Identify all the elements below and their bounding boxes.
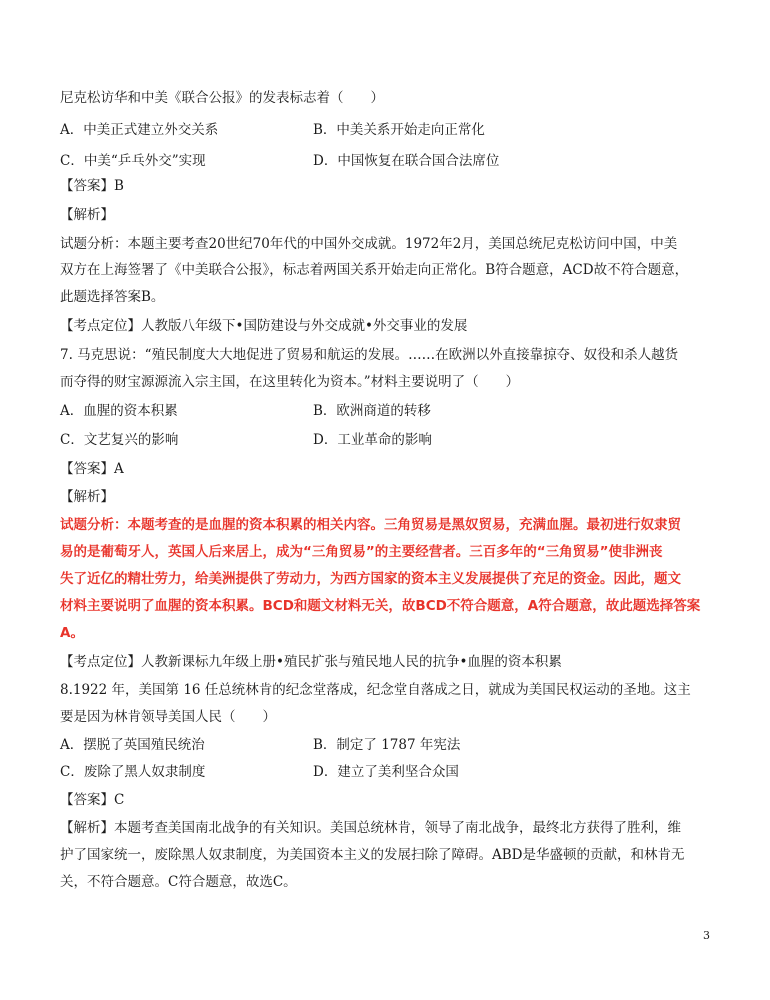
q6-analysis-line-3: 此题选择答案B。 <box>60 289 165 305</box>
q7-analysis-line-4: 材料主要说明了血腥的资本积累。BCD和题文材料无关，故BCD不符合题意，A符合题意，故此题选择答案 <box>60 598 701 614</box>
q7-stem-line-2: 而夺得的财宝源源流入宗主国，在这里转化为资本。”材料主要说明了（ ） <box>60 374 520 390</box>
q8-option-d: D．建立了美利坚合众国 <box>313 764 459 780</box>
q6-option-d: D．中国恢复在联合国合法席位 <box>313 153 500 169</box>
q7-knowledge-point: 【考点定位】人教新课标九年级上册•殖民扩张与殖民地人民的抗争•血腥的资本积累 <box>60 654 562 670</box>
q8-analysis-line-3: 关，不符合题意。C符合题意，故选C。 <box>60 874 297 890</box>
q7-analysis-line-3: 失了近亿的精壮劳力，给美洲提供了劳动力，为西方国家的资本主义发展提供了充足的资金。因此，题文 <box>60 571 681 587</box>
q8-analysis-line-2: 护了国家统一，废除黑人奴隶制度，为美国资本主义的发展扫除了障碍。ABD是华盛顿的贡献，和林肯无 <box>60 847 685 863</box>
q8-stem-line-1: 8.1922 年，美国第 16 任总统林肯的纪念堂落成，纪念堂自落成之日，就成为美国民权运动的圣地。这主 <box>60 682 691 698</box>
q6-analysis-label: 【解析】 <box>60 207 114 223</box>
q7-stem-line-1: 7. 马克思说：“殖民制度大大地促进了贸易和航运的发展。……在欧洲以外直接靠掠夺、奴役和杀人越货 <box>60 347 679 363</box>
q6-stem: 尼克松访华和中美《联合公报》的发表标志着（ ） <box>60 90 384 106</box>
q6-option-a: A．中美正式建立外交关系 <box>60 122 219 138</box>
q7-option-c: C．文艺复兴的影响 <box>60 432 179 448</box>
q8-answer: 【答案】C <box>60 792 125 808</box>
q7-answer: 【答案】A <box>60 461 124 477</box>
q8-option-a: A．摆脱了英国殖民统治 <box>60 737 205 753</box>
q6-analysis-line-1: 试题分析：本题主要考查20世纪70年代的中国外交成就。1972年2月，美国总统尼克松访问中国，中美 <box>60 236 678 252</box>
q6-knowledge-point: 【考点定位】人教版八年级下•国防建设与外交成就•外交事业的发展 <box>60 318 468 334</box>
q6-analysis-line-2: 双方在上海签署了《中美联合公报》，标志着两国关系开始走向正常化。B符合题意，ACD故不符合题意， <box>60 262 689 278</box>
q6-answer: 【答案】B <box>60 178 124 194</box>
q7-analysis-label: 【解析】 <box>60 489 114 505</box>
q8-analysis-line-1: 【解析】本题考查美国南北战争的有关知识。美国总统林肯，领导了南北战争，最终北方获得了胜利，维 <box>60 820 681 836</box>
page-number: 3 <box>703 929 710 942</box>
q7-analysis-line-2: 易的是葡萄牙人，英国人后来居上，成为“三角贸易”的主要经营者。三百多年的“三角贸易”使非洲丧 <box>60 544 663 560</box>
q7-analysis-line-5: A。 <box>60 625 84 641</box>
q7-option-d: D．工业革命的影响 <box>313 432 432 448</box>
q8-option-c: C．废除了黑人奴隶制度 <box>60 764 206 780</box>
q8-option-b: B．制定了 1787 年宪法 <box>313 737 461 753</box>
q7-option-b: B．欧洲商道的转移 <box>313 403 431 419</box>
q7-option-a: A．血腥的资本积累 <box>60 403 178 419</box>
q8-stem-line-2: 要是因为林肯领导美国人民（ ） <box>60 709 276 725</box>
q7-analysis-line-1: 试题分析：本题考查的是血腥的资本积累的相关内容。三角贸易是黑奴贸易，充满血腥。最初进行奴隶贸 <box>60 517 681 533</box>
q6-option-b: B．中美关系开始走向正常化 <box>313 122 485 138</box>
q6-option-c: C．中美“乒乓外交”实现 <box>60 153 206 169</box>
